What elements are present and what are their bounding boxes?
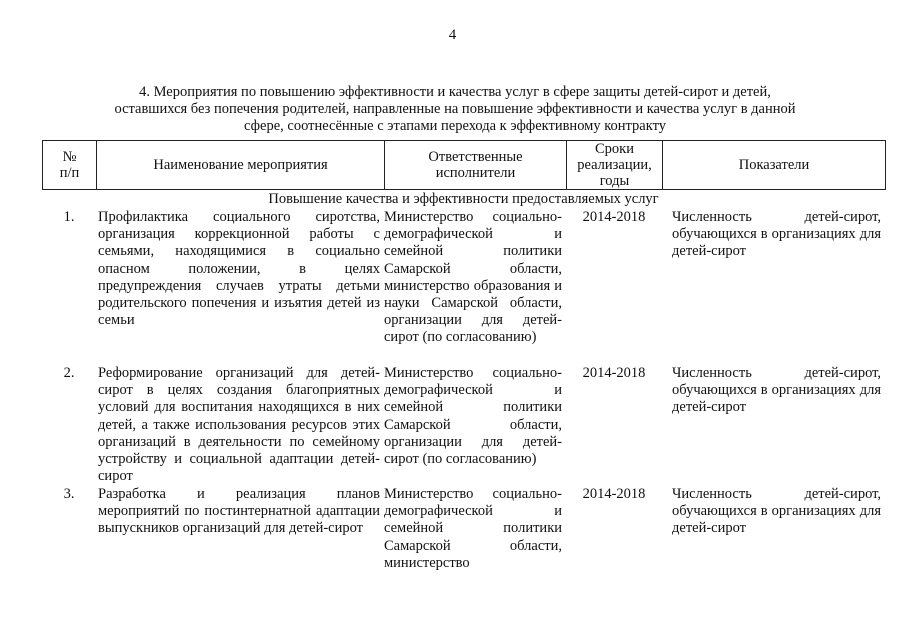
row-number: 3. bbox=[63, 486, 75, 502]
implementation-term: 2014-2018 bbox=[582, 209, 646, 225]
measure-name: Разработка и реализация планов мероприятий по постинтернатной адаптации выпускников организаций для детей-сирот bbox=[98, 486, 380, 537]
responsible-executors: Министерство социально-демографической и семейной политики Самарской области, министерство bbox=[384, 486, 562, 571]
responsible-executors: Министерство социально-демографической и семейной политики Самарской области, организации для детей-сирот (по согласованию) bbox=[384, 365, 562, 468]
implementation-term: 2014-2018 bbox=[582, 365, 646, 381]
table-row bbox=[42, 365, 885, 486]
row-number: 1. bbox=[63, 209, 75, 225]
indicators: Численность детей-сирот, обучающихся в организациях для детей-сирот bbox=[672, 486, 881, 537]
heading-line: 4. Мероприятия по повышению эффективности и качества услуг в сфере защиты детей-сирот и детей, bbox=[139, 84, 771, 100]
heading-line: сфере, соотнесённые с этапами перехода к эффективному контракту bbox=[244, 118, 666, 134]
table-row bbox=[42, 209, 885, 365]
measures-table-body bbox=[42, 209, 885, 576]
header-name: Наименование мероприятия bbox=[97, 141, 385, 190]
measure-name: Профилактика социального сиротства, организация коррекционной работы с семьями, находящимися в социально опасном положении, в целях предупреждения случаев утраты детьми родительского попечения и изъятия детей из семьи bbox=[98, 209, 380, 329]
measure-name: Реформирование организаций для детей-сирот в целях создания благоприятных условий для воспитания находящихся в них детей, а также использования ресурсов этих организаций в деятельности по семейному устройству и социальной адаптации детей-сирот bbox=[98, 365, 380, 485]
section-title: Повышение качества и эффективности предоставляемых услуг bbox=[268, 191, 659, 207]
header-num: № п/п bbox=[43, 141, 97, 190]
responsible-executors: Министерство социально-демографической и семейной политики Самарской области, министерство образования и науки Самарской области, организации для детей-сирот (по согласованию) bbox=[384, 209, 562, 346]
table-row bbox=[42, 486, 885, 576]
indicators: Численность детей-сирот, обучающихся в организациях для детей-сирот bbox=[672, 365, 881, 416]
indicators: Численность детей-сирот, обучающихся в организациях для детей-сирот bbox=[672, 209, 881, 260]
measures-table-header bbox=[42, 140, 886, 190]
header-indicators: Показатели bbox=[663, 141, 886, 190]
row-number: 2. bbox=[63, 365, 75, 381]
page-number: 4 bbox=[448, 27, 457, 43]
section-heading bbox=[60, 84, 850, 135]
heading-line: оставшихся без попечения родителей, направленные на повышение эффективности и качества услуг в данной bbox=[114, 101, 796, 117]
header-responsible: Ответственные исполнители bbox=[385, 141, 567, 190]
header-term: Сроки реализации, годы bbox=[567, 141, 663, 190]
implementation-term: 2014-2018 bbox=[582, 486, 646, 502]
